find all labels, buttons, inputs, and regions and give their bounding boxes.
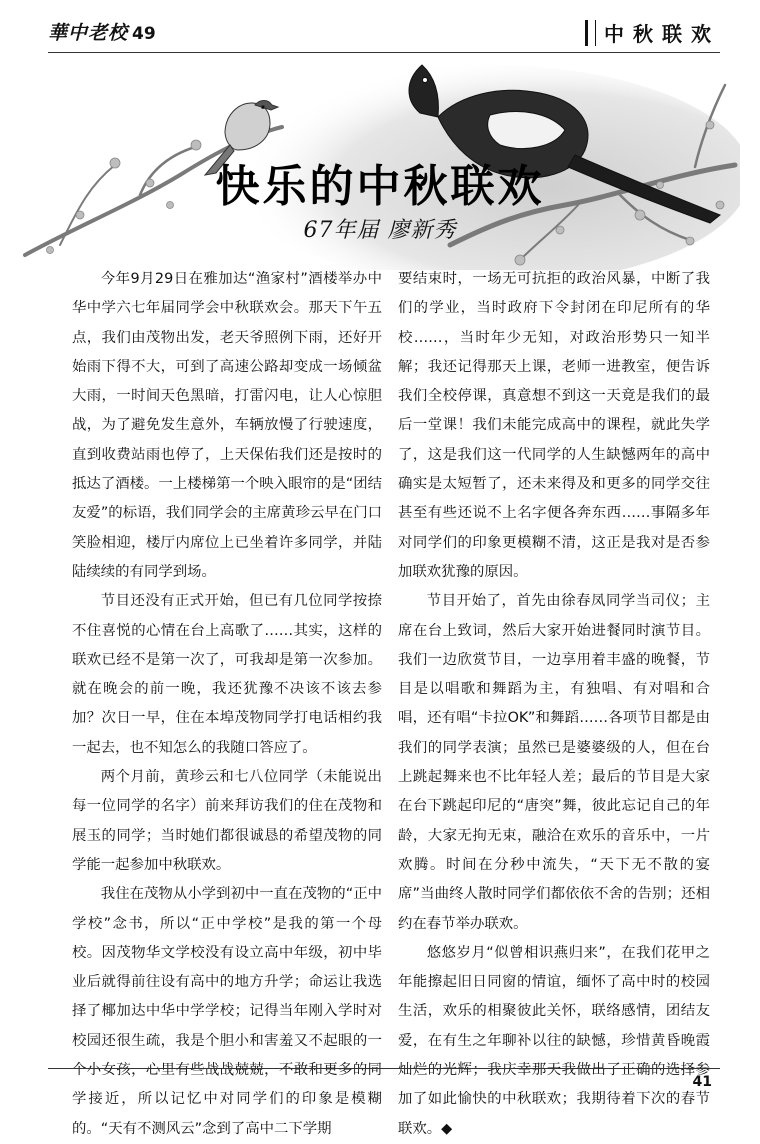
article-column-left (72, 265, 382, 1144)
header-rule (48, 52, 720, 53)
section-bars-ornament (585, 20, 596, 46)
article-paragraph-continued: 要结束时，一场无可抗拒的政治风暴，中断了我们的学业，当时政府下令封闭在印尼所有的华校……，当时年少无知，对政治形势只一知半解；我还记得那天上课，老师一进教室，便告诉我们全校停课，真意想不到这一天竟是我们的最后一堂课！我们未能完成高中的课程，就此失学了，这是我们这一代同学的人生缺憾两年的高中确实是太短暂了，还未来得及和更多的同学交往甚至有些还说不上名字便各奔东西……事隔多年对同学们的印象更模糊不清，这正是我对是否参加联欢犹豫的原因。 (398, 271, 710, 580)
footer-rule (48, 1068, 720, 1069)
article-paragraph: 我住在茂物从小学到初中一直在茂物的“正中学校”念书，所以“正中学校”是我的第一个母校。因茂物华文学校没有设立高中年级，初中毕业后就得前往设有高中的地方升学；命运让我选择了椰加达中华中学学校；记得当年刚入学时对校园还很生疏，我是个胆小和害羞又不起眼的一个小女孩，心里有些战战兢兢，不敢和更多的同学接近，所以记忆中对同学们的印象是模糊的。“天有不测风云”念到了高中二下学期 (72, 886, 382, 1137)
article-paragraph: 节目还没有正式开始，但已有几位同学按捺不住喜悦的心情在台上高歌了……其实，这样的联欢已经不是第一次了，可我却是第一次参加。就在晚会的前一晚，我还犹豫不决该不该去参加？次日一早，住在本埠茂物同学打电话相约我一起去，也不知怎么的我随口答应了。 (72, 593, 382, 756)
article-title: 快乐的中秋联欢 (215, 161, 545, 212)
article-paragraph: 悠悠岁月“似曾相识燕归来”，在我们花甲之年能擦起旧日同窗的情谊，缅怀了高中时的校园生活，欢乐的相聚彼此关怀，联络感情，团结友爱，在有生之年聊补以往的缺憾，珍惜黄昏晚霞灿烂的光辉；我庆幸那天我做出了正确的选择参加了如此愉快的中秋联欢；我期待着下次的春节联欢。◆ (398, 944, 710, 1137)
article-column-right (398, 265, 710, 1144)
issue-number: 49 (132, 24, 156, 44)
article-paragraph: 今年9月29日在雅加达“渔家村”酒楼举办中华中学六七年届同学会中秋联欢会。那天下午五点，我们由茂物出发，老天爷照例下雨，还好开始雨下得不大，可到了高速公路却变成一场倾盆大雨，一时间天色黑暗，打雷闪电，让人心惊胆战，为了避免发生意外，车辆放慢了行驶速度，直到收费站雨也停了，上天保佑我们还是按时的抵达了酒楼。一上楼梯第一个映入眼帘的是“团结友爱”的标语，我们同学会的主席黄珍云早在门口笑脸相迎，楼厅内席位上已坐着许多同学，并陆陆续续的有同学到场。 (72, 271, 382, 580)
section-tag (585, 18, 720, 47)
section-title: 中秋联欢 (604, 22, 720, 46)
magazine-header (48, 18, 156, 45)
article-paragraph: 两个月前，黄珍云和七八位同学（未能说出每一位同学的名字）前来拜访我们的住在茂物和展玉的同学；当时她们都很诚恳的希望茂物的同学能一起参加中秋联欢。 (72, 769, 382, 873)
page-number: 41 (692, 1074, 712, 1090)
magazine-logo: 華中老校 (48, 22, 129, 44)
article-byline: 67年届 廖新秀 (303, 218, 457, 243)
article-paragraph: 节目开始了，首先由徐春凤同学当司仪；主席在台上致词，然后大家开始进餐同时演节目。我们一边欣赏节目，一边享用着丰盛的晚餐，节目是以唱歌和舞蹈为主，有独唱、有对唱和合唱，还有唱“卡拉OK”和舞蹈……各项节目都是由我们的同学表演；虽然已是婆婆级的人，但在台上跳起舞来也不比年轻人差；最后的节目是大家在台下跳起印尼的“唐突”舞，彼此忘记自己的年龄，大家无拘无束，融洽在欢乐的音乐中，一片欢腾。时间在分秒中流失，“天下无不散的宴席”当曲终人散时同学们都依依不舍的告别；还相约在春节举办联欢。 (398, 593, 710, 932)
